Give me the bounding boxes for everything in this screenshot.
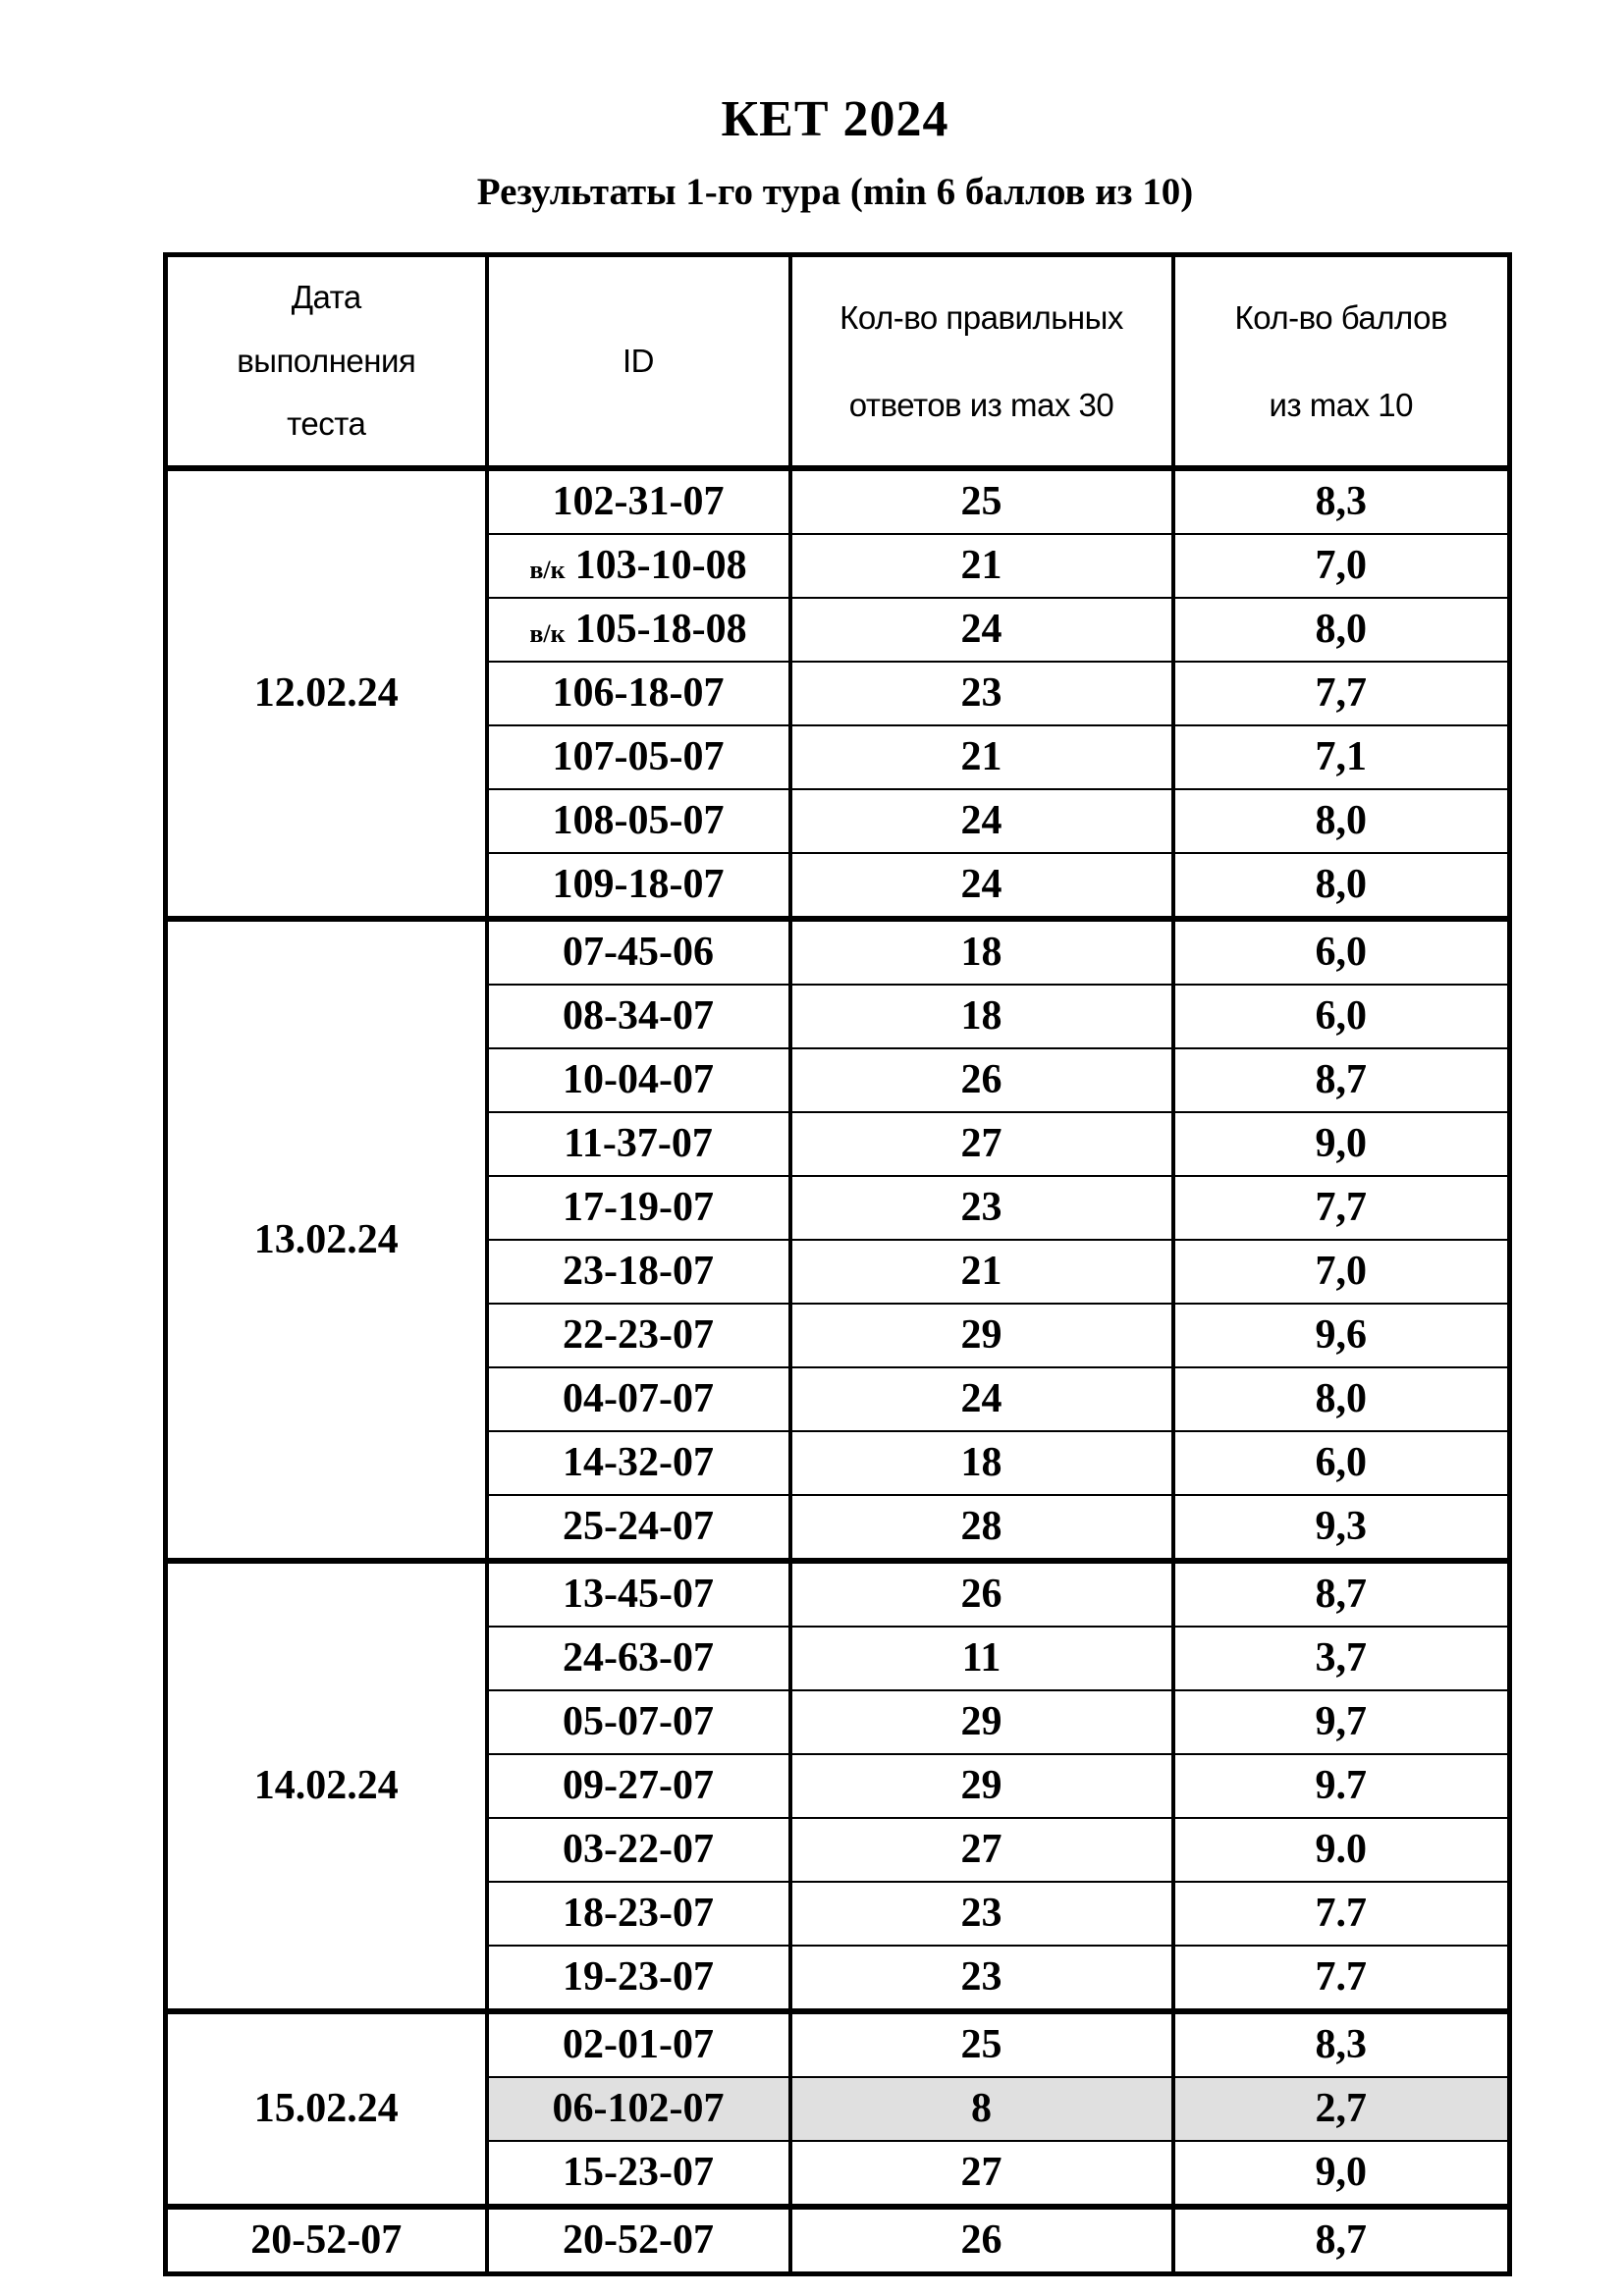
score-cell: 8,7: [1173, 1561, 1510, 1627]
id-cell: [487, 1627, 790, 1690]
page-title: КЕТ 2024: [721, 91, 949, 147]
score-cell: 8,0: [1173, 1367, 1510, 1431]
score-cell: 8,3: [1173, 2011, 1510, 2077]
id-cell: [487, 985, 790, 1048]
header-correct-line: Кол-во правильных: [839, 298, 1123, 336]
score-cell: 8,0: [1173, 789, 1510, 853]
score-cell: 7,0: [1173, 1240, 1510, 1304]
correct-answers-cell: 26: [790, 1048, 1173, 1112]
id-value: 07-45-06: [563, 930, 714, 976]
table-row: [166, 2207, 1510, 2274]
correct-answers-cell: 24: [790, 789, 1173, 853]
score-cell: 8,7: [1173, 1048, 1510, 1112]
id-cell: [487, 2141, 790, 2207]
table-row: [166, 468, 1510, 534]
id-value: 22-23-07: [563, 1312, 714, 1359]
table-row: [166, 1561, 1510, 1627]
id-cell: [487, 2077, 790, 2141]
id-cell: [487, 725, 790, 789]
correct-answers-cell: 24: [790, 853, 1173, 919]
score-cell: 7.7: [1173, 1946, 1510, 2011]
correct-answers-cell: 29: [790, 1690, 1173, 1754]
score-cell: 8,3: [1173, 468, 1510, 534]
correct-answers-cell: 24: [790, 598, 1173, 662]
id-cell: [487, 853, 790, 919]
correct-answers-cell: 26: [790, 1561, 1173, 1627]
score-cell: 8,0: [1173, 598, 1510, 662]
id-cell: [487, 1367, 790, 1431]
correct-answers-cell: 18: [790, 985, 1173, 1048]
id-prefix: в/к: [529, 556, 566, 585]
id-value: 106-18-07: [552, 670, 725, 717]
id-value: 11-37-07: [564, 1121, 713, 1167]
header-score-line: Кол-во баллов: [1234, 298, 1448, 336]
id-value: 18-23-07: [563, 1891, 714, 1937]
date-cell: 15.02.24: [166, 2011, 487, 2207]
id-value: 24-63-07: [563, 1635, 714, 1682]
correct-answers-cell: 29: [790, 1304, 1173, 1367]
score-cell: 7.7: [1173, 1882, 1510, 1946]
correct-answers-cell: 11: [790, 1627, 1173, 1690]
correct-answers-cell: 24: [790, 1367, 1173, 1431]
score-cell: 9,7: [1173, 1690, 1510, 1754]
header-correct-line: ответов из max 30: [848, 386, 1114, 423]
header-score: [1173, 254, 1510, 468]
id-value: 103-10-08: [574, 543, 747, 589]
id-value: 13-45-07: [563, 1572, 714, 1618]
id-prefix: в/к: [529, 619, 566, 649]
document-content: [163, 0, 1507, 2276]
id-value: 105-18-08: [574, 607, 747, 653]
correct-answers-cell: 25: [790, 468, 1173, 534]
id-cell: [487, 1754, 790, 1818]
correct-answers-cell: 21: [790, 534, 1173, 598]
correct-answers-cell: 23: [790, 1946, 1173, 2011]
header-date: [166, 254, 487, 468]
score-cell: 6,0: [1173, 919, 1510, 985]
id-value: 17-19-07: [563, 1185, 714, 1231]
score-cell: 7,1: [1173, 725, 1510, 789]
id-value: 23-18-07: [563, 1249, 714, 1295]
id-value: 108-05-07: [552, 798, 725, 844]
score-cell: 9.0: [1173, 1818, 1510, 1882]
table-row: [166, 2011, 1510, 2077]
id-cell: [487, 1946, 790, 2011]
id-value: 09-27-07: [563, 1763, 714, 1809]
correct-answers-cell: 21: [790, 725, 1173, 789]
id-cell: [487, 1495, 790, 1561]
table-row: [166, 919, 1510, 985]
date-cell: 13.02.24: [166, 919, 487, 1561]
id-value: 08-34-07: [563, 993, 714, 1040]
id-cell: [487, 1818, 790, 1882]
correct-answers-cell: 26: [790, 2207, 1173, 2274]
correct-answers-cell: 23: [790, 662, 1173, 725]
correct-answers-cell: 27: [790, 2141, 1173, 2207]
id-value: 109-18-07: [552, 862, 725, 908]
id-value: 102-31-07: [552, 479, 725, 525]
results-table: [163, 252, 1512, 2276]
id-cell: [487, 2011, 790, 2077]
id-value: 107-05-07: [552, 734, 725, 780]
id-cell: [487, 789, 790, 853]
score-cell: 9.7: [1173, 1754, 1510, 1818]
id-value: 06-102-07: [552, 2086, 725, 2132]
score-cell: 6,0: [1173, 1431, 1510, 1495]
score-cell: 9,6: [1173, 1304, 1510, 1367]
id-cell: [487, 662, 790, 725]
score-cell: 7,7: [1173, 662, 1510, 725]
score-cell: 9,3: [1173, 1495, 1510, 1561]
id-cell: [487, 919, 790, 985]
id-cell: [487, 1690, 790, 1754]
score-cell: 2,7: [1173, 2077, 1510, 2141]
correct-answers-cell: 23: [790, 1882, 1173, 1946]
header-date-line: теста: [287, 405, 366, 443]
id-cell: [487, 1882, 790, 1946]
header-id-line: ID: [623, 343, 654, 380]
header-id: [487, 254, 790, 468]
id-value: 10-04-07: [563, 1057, 714, 1103]
id-value: 15-23-07: [563, 2150, 714, 2196]
id-cell: [487, 468, 790, 534]
id-cell: [487, 1112, 790, 1176]
correct-answers-cell: 29: [790, 1754, 1173, 1818]
id-value: 05-07-07: [563, 1699, 714, 1745]
date-cell: 12.02.24: [166, 468, 487, 919]
header-row: [166, 254, 1510, 468]
id-value: 14-32-07: [563, 1440, 714, 1486]
date-cell: 14.02.24: [166, 1561, 487, 2011]
id-value: 02-01-07: [563, 2022, 714, 2068]
id-cell: [487, 534, 790, 598]
correct-answers-cell: 28: [790, 1495, 1173, 1561]
id-value: 03-22-07: [563, 1827, 714, 1873]
header-correct: [790, 254, 1173, 468]
page-subtitle: Результаты 1-го тура (min 6 баллов из 10): [476, 171, 1194, 213]
score-cell: 3,7: [1173, 1627, 1510, 1690]
score-cell: 9,0: [1173, 2141, 1510, 2207]
score-cell: 8,0: [1173, 853, 1510, 919]
correct-answers-cell: 25: [790, 2011, 1173, 2077]
id-value: 04-07-07: [563, 1376, 714, 1422]
id-cell: [487, 1561, 790, 1627]
id-cell: [487, 1304, 790, 1367]
correct-answers-cell: 21: [790, 1240, 1173, 1304]
id-cell: [487, 1176, 790, 1240]
correct-answers-cell: 18: [790, 1431, 1173, 1495]
id-value: 19-23-07: [563, 1954, 714, 2001]
date-cell: 20-52-07: [166, 2207, 487, 2274]
header-date-line: Дата: [291, 279, 361, 316]
id-cell: [487, 2207, 790, 2274]
score-cell: 7,0: [1173, 534, 1510, 598]
id-cell: [487, 1431, 790, 1495]
id-cell: [487, 1240, 790, 1304]
score-cell: 6,0: [1173, 985, 1510, 1048]
id-cell: [487, 1048, 790, 1112]
score-cell: 9,0: [1173, 1112, 1510, 1176]
id-value: 20-52-07: [563, 2217, 714, 2264]
header-date-line: выполнения: [237, 342, 416, 379]
id-cell: [487, 598, 790, 662]
header-score-line: из max 10: [1269, 386, 1413, 423]
score-cell: 7,7: [1173, 1176, 1510, 1240]
correct-answers-cell: 18: [790, 919, 1173, 985]
correct-answers-cell: 8: [790, 2077, 1173, 2141]
id-value: 25-24-07: [563, 1504, 714, 1550]
correct-answers-cell: 23: [790, 1176, 1173, 1240]
score-cell: 8,7: [1173, 2207, 1510, 2274]
correct-answers-cell: 27: [790, 1112, 1173, 1176]
correct-answers-cell: 27: [790, 1818, 1173, 1882]
